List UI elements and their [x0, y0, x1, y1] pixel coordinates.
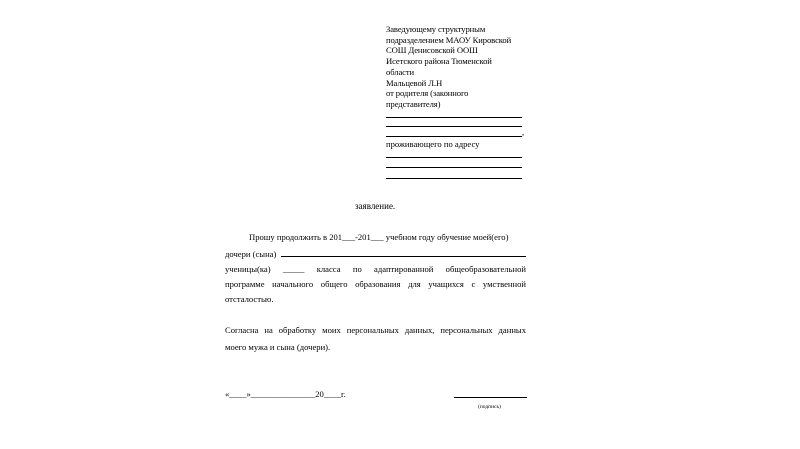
- fill-line: [386, 126, 522, 127]
- consent-line: моего мужа и сына (дочери).: [225, 342, 331, 352]
- signature-caption: (подпись): [478, 404, 501, 410]
- consent-line: Согласна на обработку моих персональных данных, персональных данных: [225, 325, 526, 335]
- fill-line: [386, 136, 522, 137]
- body-line-child: [225, 248, 526, 259]
- fill-line: [386, 117, 522, 118]
- addressee-line: представителя): [386, 98, 441, 109]
- fill-line: [386, 167, 522, 168]
- fill-line: [386, 178, 522, 179]
- comma-mark: ,: [522, 127, 525, 137]
- child-name-line: [281, 248, 526, 257]
- child-label: дочери (сына): [225, 249, 277, 259]
- addressee-line: от родителя (законного: [386, 88, 469, 99]
- address-label: проживающего по адресу: [386, 139, 480, 149]
- addressee-line: области: [386, 66, 415, 77]
- body-line: ученицы(ка) _____ класса по адаптированной общеобразовательной: [225, 264, 526, 274]
- addressee-line: Заведующему структурным: [386, 24, 486, 34]
- body-line: программе начального общего образования для учащихся с умственной: [225, 279, 526, 289]
- document-title: заявление.: [355, 201, 396, 211]
- fill-line: [386, 157, 522, 158]
- addressee-line: подразделением МАОУ Кировской: [386, 34, 512, 45]
- addressee-line: Мальцевой Л.Н: [386, 77, 443, 88]
- body-line: отсталостью.: [225, 294, 274, 304]
- addressee-line: Исетского района Тюменской: [386, 56, 492, 67]
- body-line: Прошу продолжить в 201___-201___ учебном году обучение моей(его): [249, 232, 509, 242]
- addressee-line: СОШ Денисовской ООШ: [386, 45, 478, 56]
- date-line: «____»_______________20____г.: [225, 389, 346, 399]
- addressee-block: [386, 24, 526, 110]
- signature-line: [454, 397, 527, 398]
